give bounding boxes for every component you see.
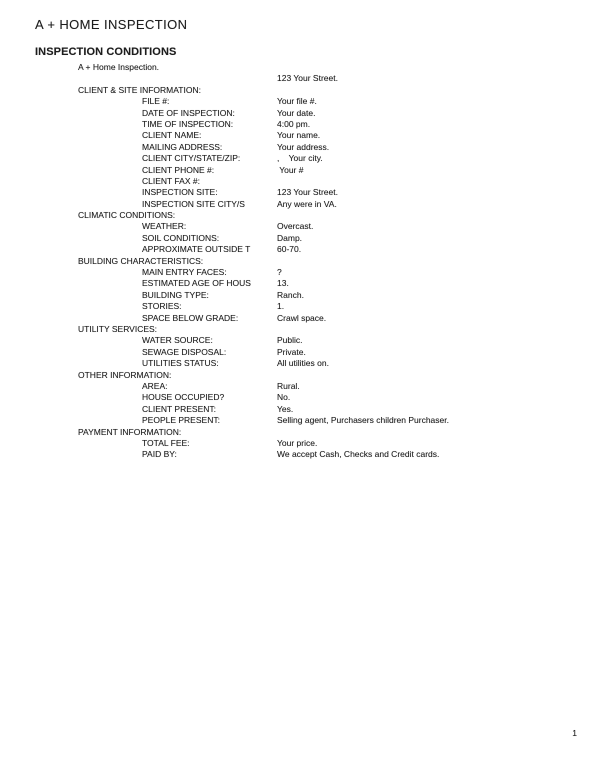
field-row — [35, 165, 580, 176]
field-label: CLIENT PRESENT: — [142, 403, 217, 414]
field-row — [35, 142, 580, 153]
field-row — [35, 290, 580, 301]
field-value: Private. — [277, 346, 306, 357]
field-row — [35, 108, 580, 119]
field-row — [35, 438, 580, 449]
field-label: CLIENT FAX #: — [142, 175, 200, 186]
field-row — [35, 199, 580, 210]
section-heading-label: OTHER INFORMATION: — [78, 369, 172, 380]
field-row — [35, 96, 580, 107]
field-value: 1. — [277, 301, 285, 312]
field-value: Any were in VA. — [277, 198, 337, 209]
field-label: WATER SOURCE: — [142, 335, 213, 346]
field-value: 123 Your Street. — [277, 187, 338, 198]
field-row — [35, 415, 580, 426]
field-label: HOUSE OCCUPIED? — [142, 392, 225, 403]
field-label: PEOPLE PRESENT: — [142, 415, 220, 426]
field-row — [35, 244, 580, 255]
field-value: , Your city. — [277, 153, 323, 164]
field-label: INSPECTION SITE: — [142, 187, 218, 198]
field-row — [35, 392, 580, 403]
field-value: Selling agent, Purchasers children Purchaser. — [277, 415, 449, 426]
section-row — [35, 324, 580, 335]
field-value: Your file #. — [277, 96, 317, 107]
field-value: Your date. — [277, 107, 316, 118]
field-label: CLIENT NAME: — [142, 130, 202, 141]
field-value: Your price. — [277, 437, 318, 448]
field-value: Crawl space. — [277, 312, 327, 323]
field-value: 4:00 pm. — [277, 118, 311, 129]
field-label: TIME OF INSPECTION: — [142, 118, 234, 129]
field-label: INSPECTION SITE CITY/S — [142, 198, 245, 209]
field-label: SEWAGE DISPOSAL: — [142, 346, 227, 357]
field-value: Damp. — [277, 232, 303, 243]
field-row — [35, 130, 580, 141]
field-label: APPROXIMATE OUTSIDE T — [142, 244, 251, 255]
field-value: 13. — [277, 278, 289, 289]
field-row — [35, 358, 580, 369]
field-value: We accept Cash, Checks and Credit cards. — [277, 449, 440, 460]
page-number: 1 — [572, 728, 577, 738]
field-value: No. — [277, 392, 291, 403]
section-heading-label: PAYMENT INFORMATION: — [78, 426, 182, 437]
section-heading-label: CLIMATIC CONDITIONS: — [78, 210, 176, 221]
section-heading-label: CLIENT & SITE INFORMATION: — [78, 84, 201, 95]
field-row — [35, 301, 580, 312]
field-label: MAIN ENTRY FACES: — [142, 267, 227, 278]
report-body — [35, 62, 580, 461]
field-label: CLIENT PHONE #: — [142, 164, 215, 175]
section-row — [35, 85, 580, 96]
field-row — [35, 221, 580, 232]
field-label: TOTAL FEE: — [142, 437, 190, 448]
section-row — [35, 427, 580, 438]
field-value: Overcast. — [277, 221, 314, 232]
field-label: MAILING ADDRESS: — [142, 141, 223, 152]
field-row — [35, 233, 580, 244]
intro-company-row — [35, 62, 580, 73]
section-row — [35, 210, 580, 221]
field-row — [35, 267, 580, 278]
field-label: WEATHER: — [142, 221, 187, 232]
field-row — [35, 119, 580, 130]
inspection-conditions-heading: INSPECTION CONDITIONS — [35, 46, 177, 58]
field-label: SPACE BELOW GRADE: — [142, 312, 239, 323]
field-value: Public. — [277, 335, 303, 346]
field-value: Your # — [277, 164, 304, 175]
field-label: PAID BY: — [142, 449, 177, 460]
field-row — [35, 335, 580, 346]
field-label: AREA: — [142, 380, 168, 391]
field-row — [35, 381, 580, 392]
section-heading-label: BUILDING CHARACTERISTICS: — [78, 255, 204, 266]
field-value: Ranch. — [277, 289, 304, 300]
section-row — [35, 256, 580, 267]
section-row — [35, 370, 580, 381]
field-label: STORIES: — [142, 301, 182, 312]
field-label: CLIENT CITY/STATE/ZIP: — [142, 153, 241, 164]
field-row — [35, 278, 580, 289]
field-value: 60-70. — [277, 244, 302, 255]
field-label: FILE #: — [142, 96, 170, 107]
field-value: Your address. — [277, 141, 330, 152]
field-value: Yes. — [277, 403, 294, 414]
field-label: BUILDING TYPE: — [142, 289, 209, 300]
field-row — [35, 404, 580, 415]
field-label: ESTIMATED AGE OF HOUS — [142, 278, 251, 289]
field-row — [35, 176, 580, 187]
field-value: Rural. — [277, 380, 300, 391]
field-row — [35, 449, 580, 460]
field-row — [35, 313, 580, 324]
field-label: DATE OF INSPECTION: — [142, 107, 235, 118]
field-row — [35, 153, 580, 164]
field-label: SOIL CONDITIONS: — [142, 232, 220, 243]
field-value: All utilities on. — [277, 358, 329, 369]
field-row — [35, 347, 580, 358]
field-row — [35, 187, 580, 198]
field-value: Your name. — [277, 130, 321, 141]
field-label: UTILITIES STATUS: — [142, 358, 219, 369]
document-title: A + HOME INSPECTION — [35, 17, 188, 32]
section-heading-label: UTILITY SERVICES: — [78, 323, 158, 334]
field-value: ? — [277, 267, 282, 278]
intro-street-row — [35, 73, 580, 84]
field-value: 123 Your Street. — [277, 73, 338, 84]
section-heading-label: A + Home Inspection. — [78, 62, 160, 72]
